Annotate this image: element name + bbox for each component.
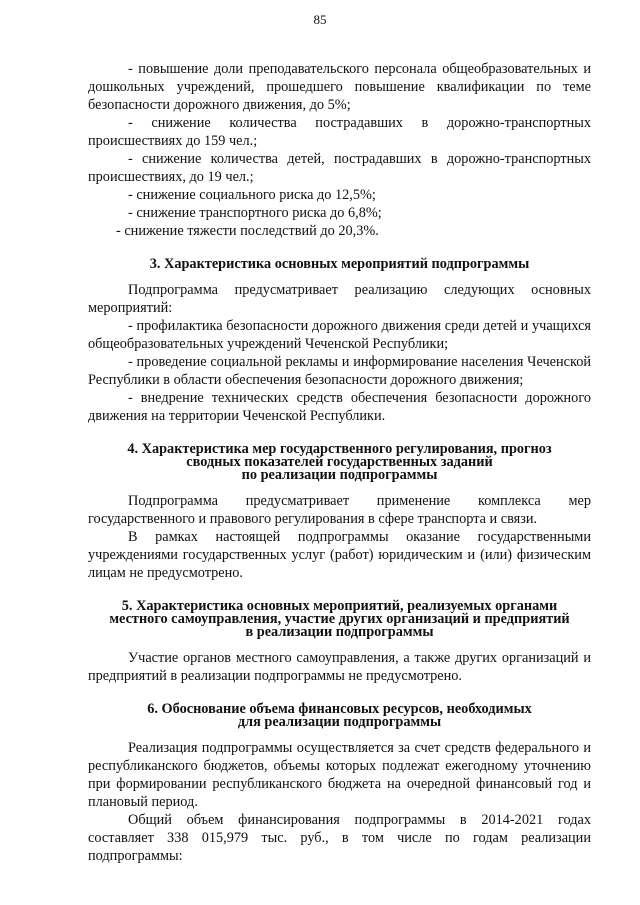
section-4-paragraph: Подпрограмма предусматривает применение комплекса мер государственного и правового регулирования в сфере транспорта и связи. <box>88 493 591 527</box>
section-4-heading-line: сводных показателей государственных заданий <box>186 454 493 470</box>
intro-item: - снижение количества детей, пострадавших в дорожно-транспортных происшествиях, до 19 чел.; <box>88 151 591 185</box>
section-3-paragraph: - внедрение технических средств обеспечения безопасности дорожного движения на территории Чеченской Республики. <box>88 390 591 424</box>
section-5-heading-line: местного самоуправления, участие других организаций и предприятий <box>109 611 570 627</box>
section-4-heading-line: 4. Характеристика мер государственного регулирования, прогноз <box>127 441 552 457</box>
section-6-paragraph: Реализация подпрограммы осуществляется за счет средств федерального и республиканского бюджетов, объемы которых подлежат ежегодному уточнению при формировании республиканского бюджета на очередной финансовый год и плановый период. <box>88 740 591 810</box>
section-4-paragraph: В рамках настоящей подпрограммы оказание государственными учреждениями государственных услуг (работ) юридическим и (или) физическим лицам не предусмотрено. <box>88 529 591 581</box>
intro-item: - повышение доли преподавательского персонала общеобразовательных и дошкольных учреждений, прошедшего повышение квалификации по теме безопасности дорожного движения, до 5%; <box>88 61 591 113</box>
intro-item: - снижение тяжести последствий до 20,3%. <box>116 223 379 239</box>
section-3-heading: 3. Характеристика основных мероприятий подпрограммы <box>149 256 530 272</box>
intro-item: - снижение количества пострадавших в дорожно-транспортных происшествиях до 159 чел.; <box>88 115 591 149</box>
section-3-paragraph: Подпрограмма предусматривает реализацию следующих основных мероприятий: <box>88 282 591 316</box>
section-3-paragraph: - профилактика безопасности дорожного движения среди детей и учащихся общеобразовательных учреждений Чеченской Республики; <box>88 318 591 352</box>
section-6-heading-line: для реализации подпрограммы <box>237 714 442 730</box>
section-5-paragraph: Участие органов местного самоуправления, а также других организаций и предприятий в реализации подпрограммы не предусмотрено. <box>88 650 591 684</box>
section-5-heading-line: в реализации подпрограммы <box>245 624 434 640</box>
page-number: 85 <box>313 12 327 27</box>
page-content <box>88 60 591 865</box>
section-3-paragraph: - проведение социальной рекламы и информирование населения Чеченской Республики в области обеспечения безопасности дорожного движения; <box>88 354 591 388</box>
section-6-heading-line: 6. Обоснование объема финансовых ресурсов, необходимых <box>147 701 532 717</box>
section-4-heading-line: по реализации подпрограммы <box>241 467 438 483</box>
section-5-heading-line: 5. Характеристика основных мероприятий, реализуемых органами <box>121 598 558 614</box>
section-6-paragraph: Общий объем финансирования подпрограммы в 2014-2021 годах составляет 338 015,979 тыс. руб., в том числе по годам реализации подпрограммы: <box>88 812 591 864</box>
intro-item: - снижение транспортного риска до 6,8%; <box>128 205 382 221</box>
intro-item: - снижение социального риска до 12,5%; <box>128 187 376 203</box>
